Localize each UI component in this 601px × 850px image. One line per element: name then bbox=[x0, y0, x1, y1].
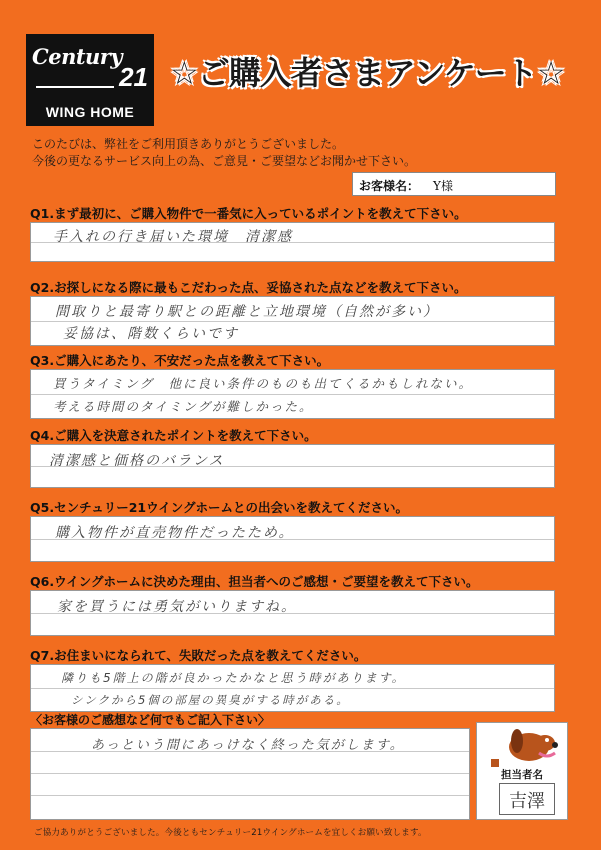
footer-text: ご協力ありがとうございました。今後ともセンチュリー21ウイングホームを宜しくお願い致します。 bbox=[34, 828, 427, 838]
answer-box-3[interactable] bbox=[30, 369, 555, 419]
question-3: Q3.ご購入にあたり、不安だった点を教えて下さい。 bbox=[30, 353, 330, 368]
answer-3-line-2: 考える時間のタイミングが難しかった。 bbox=[53, 399, 314, 414]
answer-box-6[interactable] bbox=[30, 590, 555, 636]
answer-rule bbox=[31, 321, 554, 322]
answer-4-line-1: 清潔感と価格のバランス bbox=[49, 453, 225, 469]
answer-7-line-1: 隣りも5階上の階が良かったかなと思う時があります。 bbox=[61, 671, 406, 685]
question-6: Q6.ウイングホームに決めた理由、担当者へのご感想・ご要望を教えて下さい。 bbox=[30, 574, 479, 589]
answer-2-line-1: 間取りと最寄り駅との距離と立地環境（自然が多い） bbox=[55, 304, 439, 320]
answer-2-line-2: 妥協は、階数くらいです bbox=[63, 326, 239, 342]
question-4: Q4.ご購入を決意されたポイントを教えて下さい。 bbox=[30, 428, 317, 443]
logo-roof-line bbox=[36, 86, 114, 88]
answer-rule bbox=[31, 795, 469, 796]
answer-box-1[interactable] bbox=[30, 222, 555, 262]
question-1: Q1.まず最初に、ご購入物件で一番気に入っているポイントを教えて下さい。 bbox=[30, 206, 467, 221]
answer-rule bbox=[31, 394, 554, 395]
logo-number: 21 bbox=[119, 62, 148, 92]
dog-mascot-icon bbox=[477, 723, 567, 769]
logo-subtitle: WING HOME bbox=[45, 104, 135, 120]
customer-name-value: Y様 bbox=[433, 179, 453, 193]
answer-rule bbox=[31, 688, 554, 689]
question-2: Q2.お探しになる際に最もこだわった点、妥協された点などを教えて下さい。 bbox=[30, 280, 467, 295]
answer-7-line-2: シンクから5個の部屋の異臭がする時がある。 bbox=[71, 693, 350, 707]
answer-box-5[interactable] bbox=[30, 516, 555, 562]
staff-signature-card bbox=[499, 783, 555, 815]
customer-name-label: お客様名： bbox=[359, 179, 420, 193]
staff-label: 担当者名 bbox=[501, 769, 543, 781]
intro-line-2: 今後の更なるサービス向上の為、ご意見・ご要望などお聞かせ下さい。 bbox=[32, 154, 417, 168]
page-title: ☆ご購入者さまアンケート☆ bbox=[170, 54, 565, 92]
answer-3-line-1: 買うタイミング 他に良い条件のものも出てくるかもしれない。 bbox=[53, 376, 474, 391]
answer-box-2[interactable] bbox=[30, 296, 555, 346]
question-5: Q5.センチュリー21ウイングホームとの出会いを教えてください。 bbox=[30, 500, 408, 515]
free-comment-box[interactable] bbox=[30, 728, 470, 820]
free-comment-answer: あっという間にあっけなく終った気がします。 bbox=[91, 738, 405, 753]
intro-text bbox=[32, 136, 416, 170]
answer-5-line-1: 購入物件が直売物件だったため。 bbox=[55, 525, 295, 541]
staff-signature: 吉澤 bbox=[509, 791, 545, 812]
customer-name-field[interactable] bbox=[352, 172, 556, 196]
answer-6-line-1: 家を買うには勇気がいりますね。 bbox=[57, 599, 297, 615]
staff-box bbox=[476, 722, 568, 820]
free-comment-label: 〈お客様のご感想など何でもご記入下さい〉 bbox=[30, 713, 271, 727]
century21-logo bbox=[26, 34, 154, 126]
intro-line-1: このたびは、弊社をご利用頂きありがとうございました。 bbox=[32, 137, 345, 151]
logo-brand: Century bbox=[32, 44, 123, 69]
answer-box-4[interactable] bbox=[30, 444, 555, 488]
answer-1-line-1: 手入れの行き届いた環境 清潔感 bbox=[53, 229, 293, 245]
question-7: Q7.お住まいになられて、失敗だった点を教えてください。 bbox=[30, 648, 367, 663]
answer-box-7[interactable] bbox=[30, 664, 555, 712]
answer-rule bbox=[31, 773, 469, 774]
